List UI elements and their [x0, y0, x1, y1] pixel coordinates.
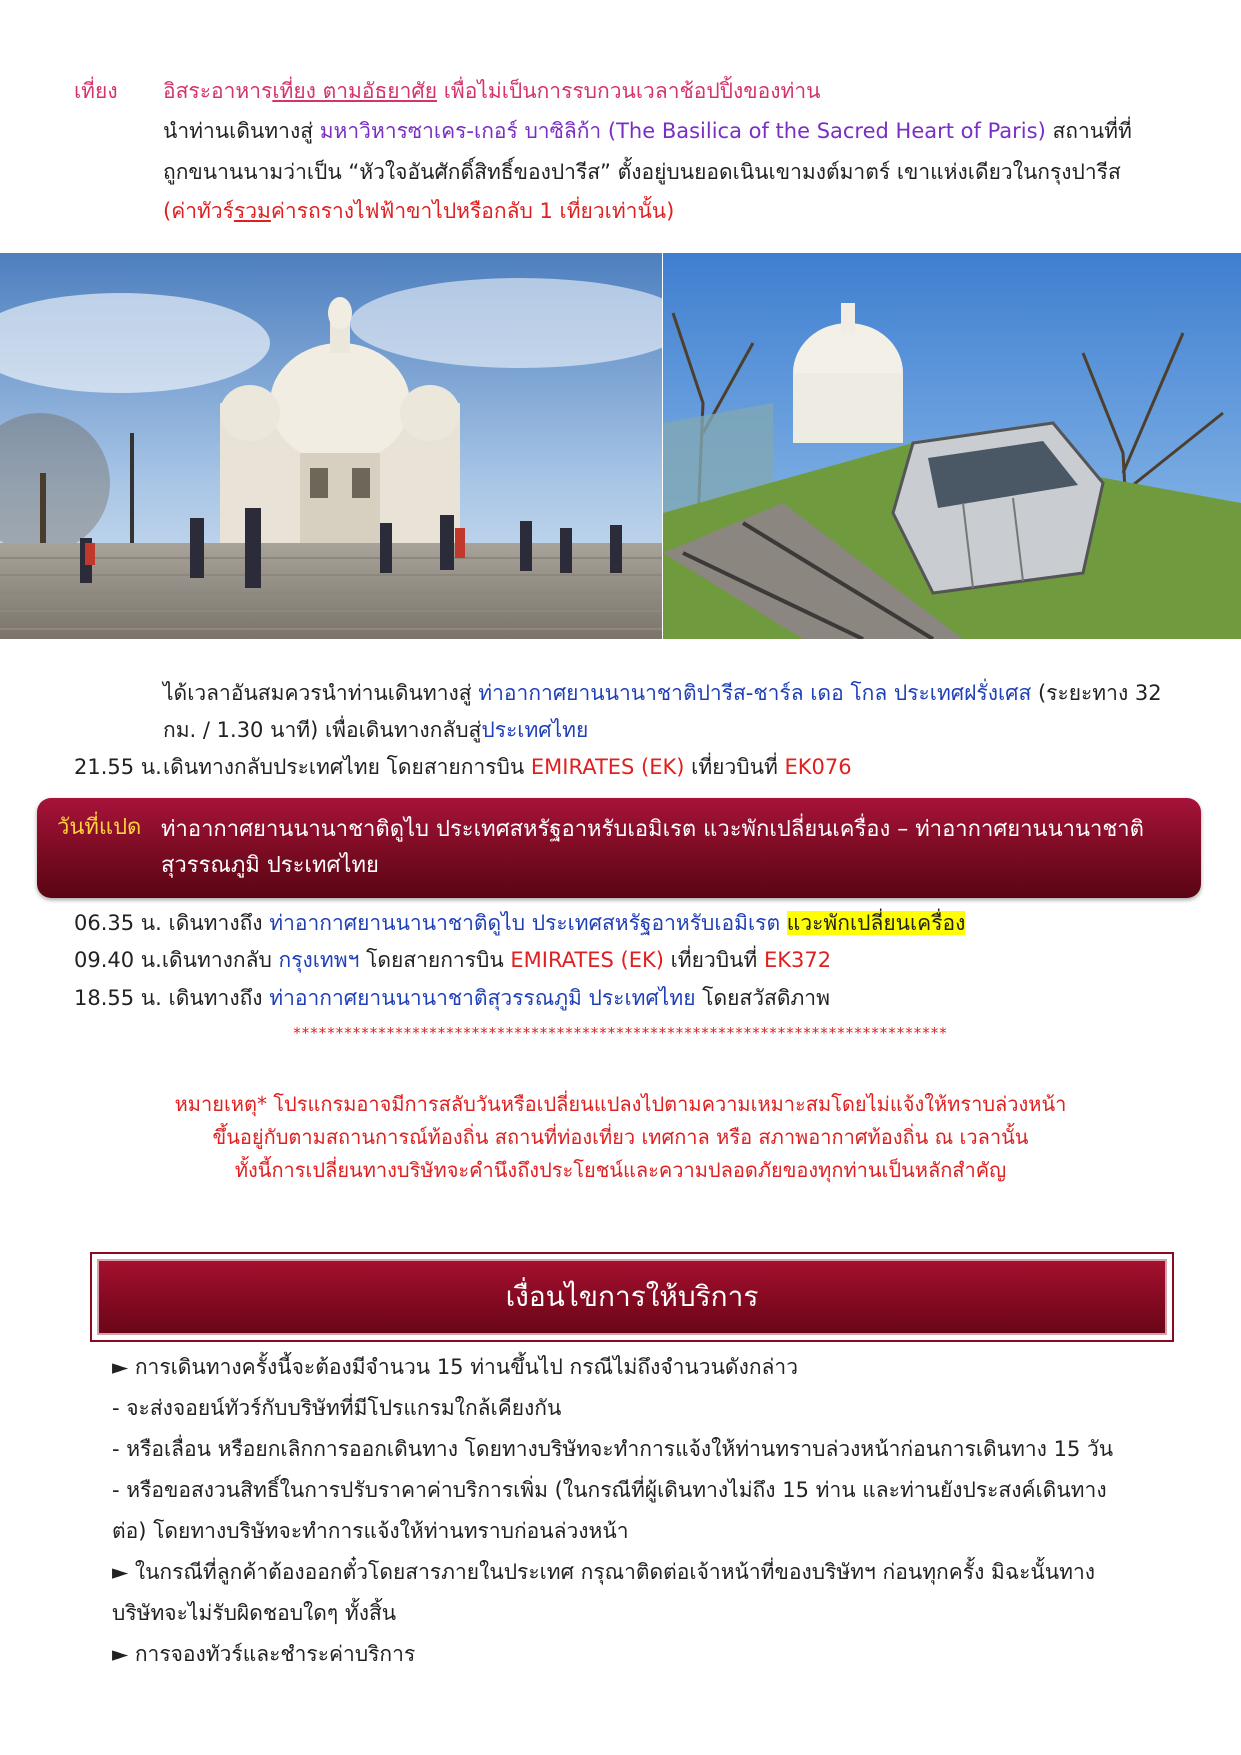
- note-line-3: ทั้งนี้การเปลี่ยนทางบริษัทจะคำนึงถึงประโยชน์และความปลอดภัยของทุกท่านเป็นหลักสำคัญ: [234, 1158, 1007, 1182]
- lunch-label: เที่ยง: [74, 79, 118, 103]
- bangkok-link: กรุงเทพฯ: [278, 948, 360, 972]
- schedule-text: เที่ยวบินที่: [663, 948, 764, 972]
- lunch-line-3: ถูกขนานนามว่าเป็น “หัวใจอันศักดิ์สิทธิ์ของปารีส” ตั้งอยู่บนยอดเนินเขามงต์มาตร์ เขาแห่งเดียวในกรุงปารีส: [163, 160, 1121, 184]
- transfer-duration: กม. / 1.30 นาที) เพื่อเดินทางกลับสู่: [163, 718, 482, 742]
- flight-row: [74, 752, 162, 782]
- transfer-line-2: [163, 715, 588, 745]
- lunch-tail-text: สถานที่ที่: [1045, 119, 1132, 143]
- condition-line: บริษัทจะไม่รับผิดชอบใดๆ ทั้งสิ้น: [112, 1601, 397, 1625]
- condition-line: ► การเดินทางครั้งนี้จะต้องมีจำนวน 15 ท่านขึ้นไป กรณีไม่ถึงจำนวนดังกล่าว: [112, 1355, 798, 1379]
- star-divider: *****************************************************************************: [293, 1024, 948, 1042]
- conditions-title: เงื่อนไขการให้บริการ: [505, 1280, 759, 1313]
- schedule-time: 09.40 น.: [74, 948, 162, 972]
- schedule-text: เดินทางถึง: [168, 911, 270, 935]
- condition-line: - หรือเลื่อน หรือยกเลิกการออกเดินทาง โดยทางบริษัทจะทำการแจ้งให้ท่านทราบล่วงหน้าก่อนการเดินทาง 15 วัน: [112, 1437, 1114, 1461]
- airline-name: EMIRATES (EK): [510, 948, 664, 972]
- spacer: [780, 911, 787, 935]
- dubai-airport: ท่าอากาศยานนานาชาติดูไบ ประเทศสหรัฐอาหรับเอมิเรต: [269, 911, 781, 935]
- flight-label: เที่ยวบินที่: [684, 755, 785, 779]
- schedule-row: [74, 945, 831, 975]
- flight-number: EK076: [784, 755, 852, 779]
- lunch-underlined: เที่ยง ตามอัธยาศัย: [272, 79, 438, 103]
- conditions-header-inner: [97, 1259, 1167, 1335]
- schedule-text: โดยสายการบิน: [359, 948, 511, 972]
- transfer-line-1: [163, 678, 1162, 708]
- thailand-link: ประเทศไทย: [481, 718, 589, 742]
- day8-title: ท่าอากาศยานนานาชาติดูไบ ประเทศสหรัฐอาหรับเอมิเรต แวะพักเปลี่ยนเครื่อง – ท่าอากาศยานนานาชาติ สุวรรณภูมิ ประเทศไทย: [161, 817, 1144, 878]
- airline-name: EMIRATES (EK): [530, 755, 685, 779]
- condition-line: ► การจองทัวร์และชำระค่าบริการ: [112, 1642, 416, 1666]
- schedule-text: เดินทางกลับ: [161, 948, 279, 972]
- note-line-2: ขึ้นอยู่กับตามสถานการณ์ท้องถิ่น สถานที่ท่องเที่ยว เทศกาล หรือ สภาพอากาศท้องถิ่น ณ เวลานั้น: [212, 1125, 1029, 1149]
- funicular-photo: [663, 253, 1241, 639]
- schedule-row: [74, 908, 965, 938]
- day8-header: [37, 798, 1201, 898]
- schedule-text: โดยสวัสดิภาพ: [695, 986, 830, 1010]
- lunch-lead-text: นำท่านเดินทางสู่: [163, 119, 320, 143]
- condition-line: - จะส่งจอยน์ทัวร์กับบริษัทที่มีโปรแกรมใกล้เคียงกัน: [112, 1396, 562, 1420]
- lunch-line-2: [163, 116, 1132, 146]
- flight-row-text: [163, 752, 852, 782]
- fare-note-c: ค่ารถรางไฟฟ้าขาไปหรือกลับ 1 เที่ยวเท่านั้น): [270, 199, 675, 223]
- basilica-photo: [0, 253, 662, 639]
- schedule-row: [74, 983, 830, 1013]
- condition-line: ต่อ) โดยทางบริษัทจะทำการแจ้งให้ท่านทราบก่อนล่วงหน้า: [112, 1519, 629, 1543]
- flight-number: EK372: [763, 948, 832, 972]
- lunch-shopping-text: เพื่อไม่เป็นการรบกวนเวลาช้อปปิ้งของท่าน: [437, 79, 821, 103]
- fare-note-a: (ค่าทัวร์: [163, 199, 234, 223]
- transfer-distance: (ระยะทาง 32: [1031, 681, 1162, 705]
- basilica-name: มหาวิหารซาเคร-เกอร์ บาซิลิก้า (The Basilica of the Sacred Heart of Paris): [319, 119, 1046, 143]
- flight-desc: เดินทางกลับประเทศไทย โดยสายการบิน: [163, 755, 531, 779]
- fare-note-included: รวม: [233, 199, 271, 223]
- lunch-line-4: [163, 196, 674, 226]
- condition-line: ► ในกรณีที่ลูกค้าต้องออกตั๋วโดยสารภายในประเทศ กรุณาติดต่อเจ้าหน้าที่ของบริษัทฯ ก่อนทุกครั้ง มิฉะนั้นทาง: [112, 1560, 1096, 1584]
- transit-highlight: แวะพักเปลี่ยนเครื่อง: [786, 911, 966, 935]
- flight-time: 21.55 น.: [74, 755, 162, 779]
- free-lunch-text: อิสระอาหาร: [163, 79, 273, 103]
- transfer-lead: ได้เวลาอันสมควรนำท่านเดินทางสู่: [163, 681, 479, 705]
- note-line-1: หมายเหตุ* โปรแกรมอาจมีการสลับวันหรือเปลี่ยนแปลงไปตามความเหมาะสมโดยไม่แจ้งให้ทราบล่วงหน้า: [174, 1092, 1067, 1116]
- schedule-time: 18.55 น.: [74, 986, 162, 1010]
- suvarnabhumi-airport: ท่าอากาศยานนานาชาติสุวรรณภูมิ ประเทศไทย: [269, 986, 696, 1010]
- lunch-line-1: [163, 76, 820, 106]
- condition-line: - หรือขอสงวนสิทธิ์ในการปรับราคาค่าบริการเพิ่ม (ในกรณีที่ผู้เดินทางไม่ถึง 15 ท่าน และท่านยังประสงค์เดินทาง: [112, 1478, 1107, 1502]
- day8-label: วันที่แปด: [57, 815, 142, 840]
- schedule-text: เดินทางถึง: [168, 986, 270, 1010]
- conditions-header: [90, 1252, 1174, 1342]
- cdg-airport: ท่าอากาศยานนานาชาติปารีส-ชาร์ล เดอ โกล ประเทศฝรั่งเศส: [478, 681, 1032, 705]
- schedule-time: 06.35 น.: [74, 911, 162, 935]
